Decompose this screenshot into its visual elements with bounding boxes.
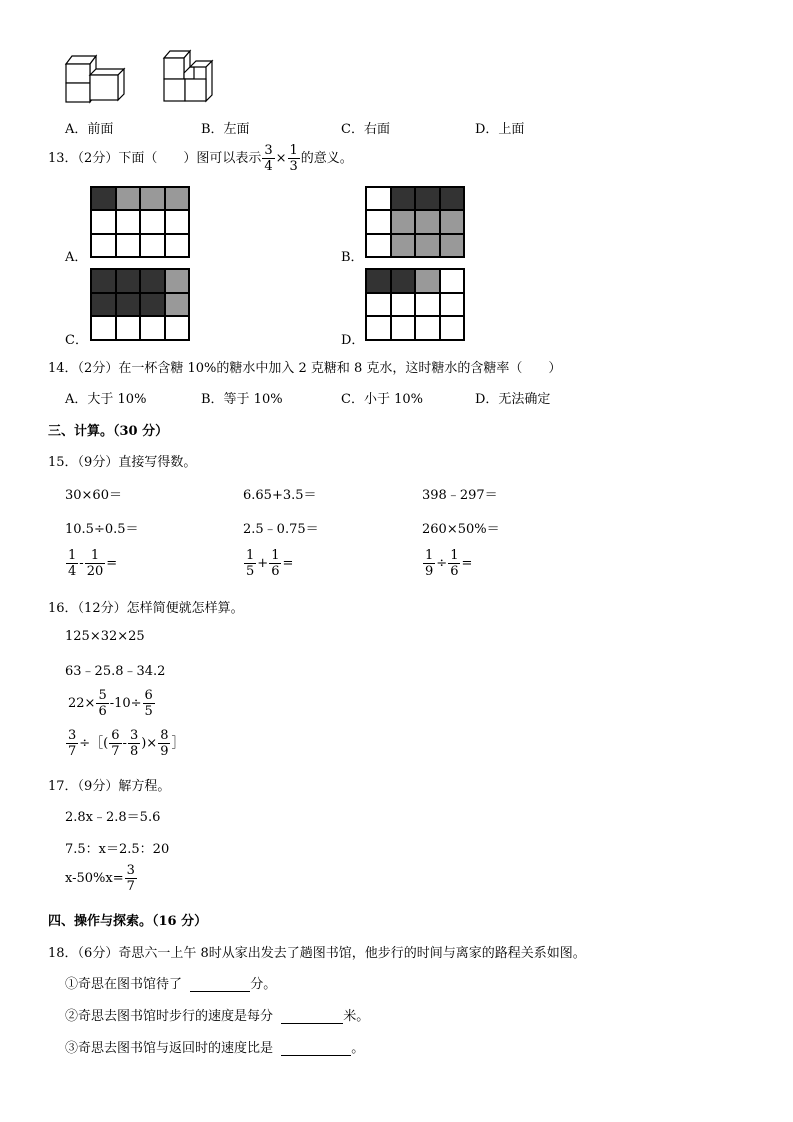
option-c: C．右面 bbox=[341, 122, 390, 137]
q16-expr-1: 125×32×25 bbox=[65, 629, 145, 644]
section-4-heading: 四、操作与探索。（16 分） bbox=[48, 914, 208, 929]
question-17-stem: 17．（9分）解方程。 bbox=[48, 779, 171, 794]
label-b: B． bbox=[341, 250, 364, 265]
q15-expr: 2.5﹣0.75＝ bbox=[243, 522, 319, 537]
cube-figure-left bbox=[62, 50, 128, 106]
q15-fraction-expr: $\frac{1}{4}$ - $\frac{1}{20}$ = bbox=[68, 548, 118, 579]
grid-option-a bbox=[90, 186, 190, 258]
q18-sub-3: ③奇思去图书馆与返回时的速度比是 。 bbox=[65, 1041, 365, 1056]
cube-figure-right bbox=[160, 47, 218, 105]
label-a: A． bbox=[65, 250, 88, 265]
label-c: C． bbox=[65, 333, 88, 348]
grid-option-d bbox=[365, 268, 465, 341]
q16-expr-4: $\frac{3}{7}$ ÷［( $\frac{6}{7}$ - $\frac{3}{8}$ )× $\frac{8}{9}$ ］ bbox=[68, 728, 185, 759]
q16-expr-2: 63﹣25.8﹣34.2 bbox=[65, 664, 166, 679]
option-b: B．左面 bbox=[201, 122, 250, 137]
q18-sub-1: ①奇思在图书馆待了 分。 bbox=[65, 977, 277, 992]
q14-option-a: A．大于 10% bbox=[65, 392, 147, 407]
q14-option-d: D．无法确定 bbox=[475, 392, 551, 407]
option-d: D．上面 bbox=[475, 122, 525, 137]
q15-fraction-expr: $\frac{1}{9}$ ÷ $\frac{1}{6}$ = bbox=[425, 548, 473, 579]
question-14-stem: 14．（2分）在一杯含糖 10%的糖水中加入 2 克糖和 8 克水，这时糖水的含糖率（ ） bbox=[48, 361, 562, 376]
answer-blank[interactable] bbox=[281, 1009, 343, 1024]
grid-option-c bbox=[90, 268, 190, 341]
question-18-stem: 18．（6分）奇思六一上午 8时从家出发去了趟图书馆，他步行的时间与离家的路程关系如图。 bbox=[48, 946, 586, 961]
q18-sub-2: ②奇思去图书馆时步行的速度是每分 米。 bbox=[65, 1009, 370, 1024]
question-16-stem: 16．（12分）怎样简便就怎样算。 bbox=[48, 601, 244, 616]
q15-fraction-expr: $\frac{1}{5}$ + $\frac{1}{6}$ = bbox=[246, 548, 294, 579]
q15-expr: 398﹣297＝ bbox=[422, 488, 498, 503]
q17-equation-2: 7.5：x＝2.5：20 bbox=[65, 842, 170, 857]
q15-expr: 260×50%＝ bbox=[422, 522, 500, 537]
q17-equation-1: 2.8x﹣2.8＝5.6 bbox=[65, 810, 161, 825]
q14-option-b: B．等于 10% bbox=[201, 392, 283, 407]
q14-option-c: C．小于 10% bbox=[341, 392, 423, 407]
q16-expr-3: 22× $\frac{5}{6}$ -10÷ $\frac{6}{5}$ bbox=[68, 688, 153, 719]
answer-blank[interactable] bbox=[281, 1041, 351, 1056]
q15-expr: 30×60＝ bbox=[65, 488, 122, 503]
question-15-stem: 15．（9分）直接写得数。 bbox=[48, 455, 197, 470]
option-a: A．前面 bbox=[65, 122, 114, 137]
q17-equation-3: x-50%x= $\frac{3}{7}$ bbox=[65, 863, 135, 894]
label-d: D． bbox=[341, 333, 365, 348]
grid-option-b bbox=[365, 186, 465, 258]
q15-expr: 6.65+3.5＝ bbox=[243, 488, 317, 503]
question-13-stem: 13．（2分）下面（ ）图可以表示 $\frac{3}{4}$ × $\frac{1}{3}$ 的意义。 bbox=[48, 143, 353, 174]
section-3-heading: 三、计算。（30 分） bbox=[48, 424, 169, 439]
q15-expr: 10.5÷0.5＝ bbox=[65, 522, 139, 537]
answer-blank[interactable] bbox=[190, 977, 250, 992]
